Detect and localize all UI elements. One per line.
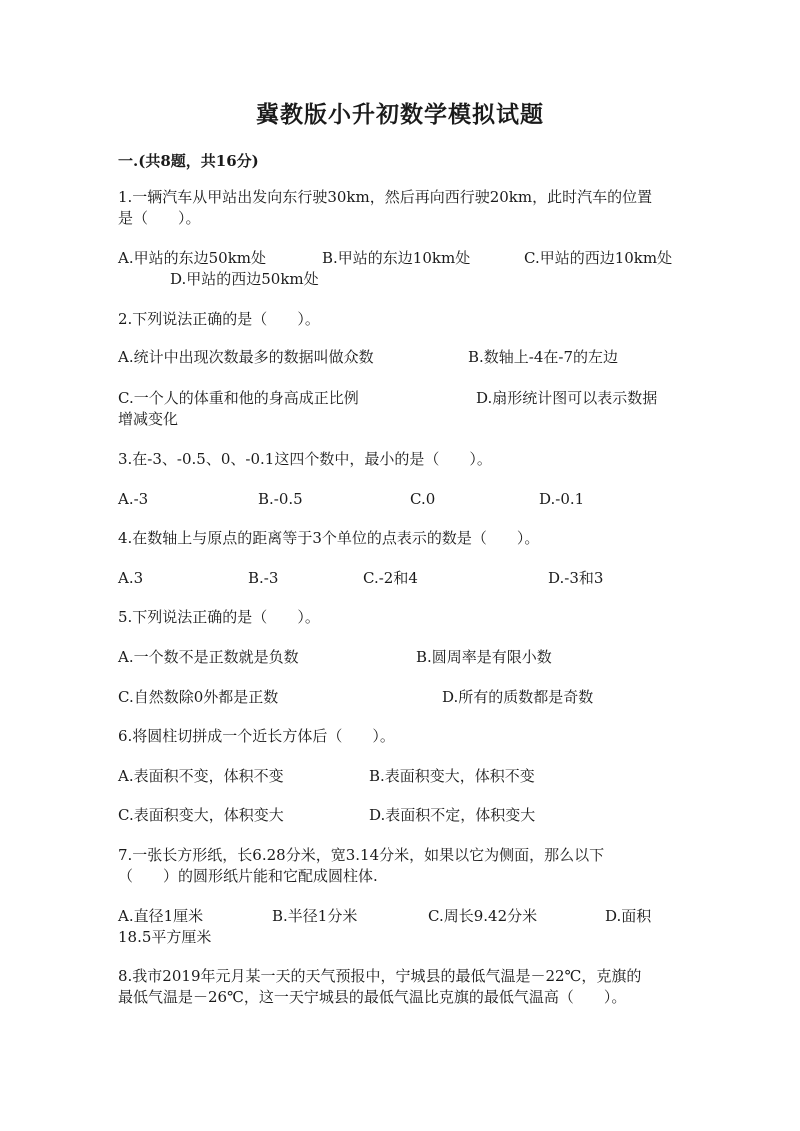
question-6-option-d: D.表面积不定，体积变大 bbox=[369, 806, 536, 824]
question-2-option-d-continued: 增减变化 bbox=[118, 410, 179, 428]
question-5-option-b: B.圆周率是有限小数 bbox=[416, 648, 552, 666]
question-3-option-a: A.-3 bbox=[118, 490, 149, 508]
question-6-option-c: C.表面积变大，体积变大 bbox=[118, 806, 284, 824]
question-7-option-a: A.直径1厘米 bbox=[118, 907, 204, 925]
question-4-option-c: C.-2和4 bbox=[363, 569, 418, 587]
question-8-line1: 8.我市2019年元月某一天的天气预报中，宁城县的最低气温是－22℃，克旗的 bbox=[118, 967, 642, 985]
question-5-stem: 5.下列说法正确的是（ ）。 bbox=[118, 608, 320, 626]
question-1-option-b: B.甲站的东边10km处 bbox=[322, 249, 471, 267]
question-3-option-c: C.0 bbox=[410, 490, 436, 508]
question-7-option-b: B.半径1分米 bbox=[272, 907, 358, 925]
question-2-option-d: D.扇形统计图可以表示数据 bbox=[476, 389, 658, 407]
question-5-option-a: A.一个数不是正数就是负数 bbox=[118, 648, 299, 666]
question-4-option-b: B.-3 bbox=[248, 569, 279, 587]
question-1-line1: 1.一辆汽车从甲站出发向东行驶30km，然后再向西行驶20km，此时汽车的位置 bbox=[118, 188, 653, 206]
question-3-option-b: B.-0.5 bbox=[258, 490, 303, 508]
question-7-option-d-continued: 18.5平方厘米 bbox=[118, 928, 212, 946]
question-4-stem: 4.在数轴上与原点的距离等于3个单位的点表示的数是（ ）。 bbox=[118, 529, 540, 547]
section-heading: 一.(共8题，共16分) bbox=[118, 152, 259, 170]
question-8-line2: 最低气温是－26℃，这一天宁城县的最低气温比克旗的最低气温高（ ）。 bbox=[118, 988, 627, 1006]
question-4-option-a: A.3 bbox=[118, 569, 144, 587]
question-6-option-b: B.表面积变大，体积不变 bbox=[369, 767, 535, 785]
question-3-stem: 3.在-3、-0.5、0、-0.1这四个数中，最小的是（ ）。 bbox=[118, 450, 492, 468]
question-7-line1: 7.一张长方形纸，长6.28分米，宽3.14分米，如果以它为侧面，那么以下 bbox=[118, 846, 605, 864]
question-2-option-a: A.统计中出现次数最多的数据叫做众数 bbox=[118, 348, 374, 366]
question-4-option-d: D.-3和3 bbox=[548, 569, 604, 587]
question-2-option-b: B.数轴上-4在-7的左边 bbox=[468, 348, 619, 366]
question-1-option-d: D.甲站的西边50km处 bbox=[170, 270, 319, 288]
question-6-option-a: A.表面积不变，体积不变 bbox=[118, 767, 284, 785]
question-3-option-d: D.-0.1 bbox=[539, 490, 585, 508]
question-7-option-c: C.周长9.42分米 bbox=[428, 907, 538, 925]
question-2-stem: 2.下列说法正确的是（ ）。 bbox=[118, 310, 320, 328]
question-7-line2: （ ）的圆形纸片能和它配成圆柱体. bbox=[118, 867, 378, 885]
question-6-stem: 6.将圆柱切拼成一个近长方体后（ ）。 bbox=[118, 727, 395, 745]
question-5-option-c: C.自然数除0外都是正数 bbox=[118, 688, 279, 706]
question-1-line2: 是（ ）。 bbox=[118, 209, 201, 227]
question-1-stem bbox=[118, 187, 683, 229]
question-7-option-d: D.面积 bbox=[605, 907, 652, 925]
question-7-stem bbox=[118, 845, 683, 887]
page-title: 冀教版小升初数学模拟试题 bbox=[256, 101, 544, 128]
question-5-option-d: D.所有的质数都是奇数 bbox=[442, 688, 594, 706]
question-8-stem bbox=[118, 966, 683, 1008]
question-1-option-c: C.甲站的西边10km处 bbox=[524, 249, 673, 267]
question-1-option-a: A.甲站的东边50km处 bbox=[118, 249, 267, 267]
question-2-option-c: C.一个人的体重和他的身高成正比例 bbox=[118, 389, 359, 407]
